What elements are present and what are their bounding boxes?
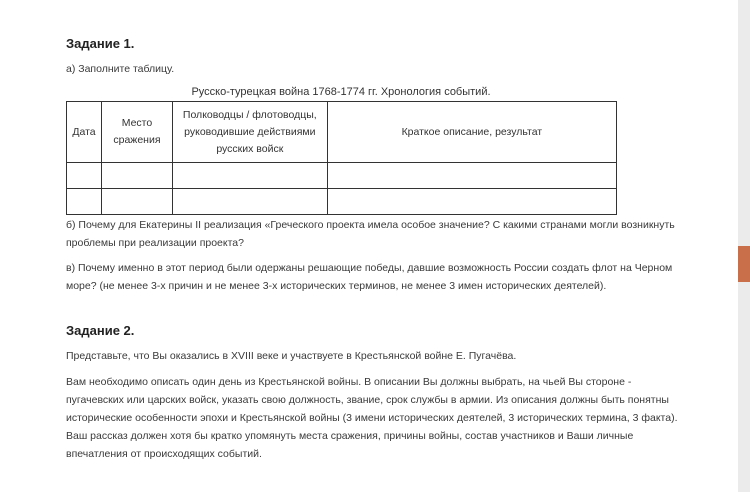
task2-title: Задание 2.: [66, 323, 135, 338]
table-cell[interactable]: [101, 163, 172, 189]
header-date: Дата: [67, 102, 102, 163]
table-row: [67, 163, 617, 189]
chronology-table: [66, 101, 617, 215]
header-description: Краткое описание, результат: [327, 102, 616, 163]
header-commanders: Полководцы / флотоводцы, руководившие действиями русских войск: [172, 102, 327, 163]
task1-part-a: а) Заполните таблицу.: [66, 63, 175, 75]
table-header-row: [67, 102, 617, 163]
table-cell[interactable]: [67, 163, 102, 189]
table-caption: Русско-турецкая война 1768-1774 гг. Хронология событий.: [191, 86, 491, 98]
table-cell[interactable]: [327, 189, 616, 215]
task2-body: Вам необходимо описать один день из Крестьянской войны. В описании Вы должны выбрать, на чьей Вы стороне - пугачевских или царских войск, указать свою должность, звание, срок службы в армии. Из описания должны быть понятны исторические особенности эпохи и Крестьянской войны (3 имени исторических деятелей, 3 исторических термина, 3 факта). Ваш рассказ должен хотя бы кратко упомянуть места сражения, причины войны, состав участников и Ваши личные впечатления от происходящих событий.: [66, 376, 678, 460]
task2-intro: Представьте, что Вы оказались в XVIII веке и участвуете в Крестьянской войне Е. Пугачёва.: [66, 350, 517, 362]
table-cell[interactable]: [172, 163, 327, 189]
task1-title: Задание 1.: [66, 36, 135, 51]
edge-tab[interactable]: [738, 246, 750, 282]
task1-part-b: б) Почему для Екатерины II реализация «Греческого проекта имела особое значение? С какими странами могли возникнуть проблемы при реализации проекта?: [66, 219, 675, 249]
table-cell[interactable]: [327, 163, 616, 189]
header-battle-place: Место сражения: [101, 102, 172, 163]
table-row: [67, 189, 617, 215]
task1-part-v: в) Почему именно в этот период были одержаны решающие победы, давшие возможность России создать флот на Черном море? (не менее 3-х причин и не менее 3-х исторических терминов, не менее 3 имен исторических деятелей).: [66, 262, 673, 292]
table-cell[interactable]: [172, 189, 327, 215]
table-cell[interactable]: [101, 189, 172, 215]
table-cell[interactable]: [67, 189, 102, 215]
